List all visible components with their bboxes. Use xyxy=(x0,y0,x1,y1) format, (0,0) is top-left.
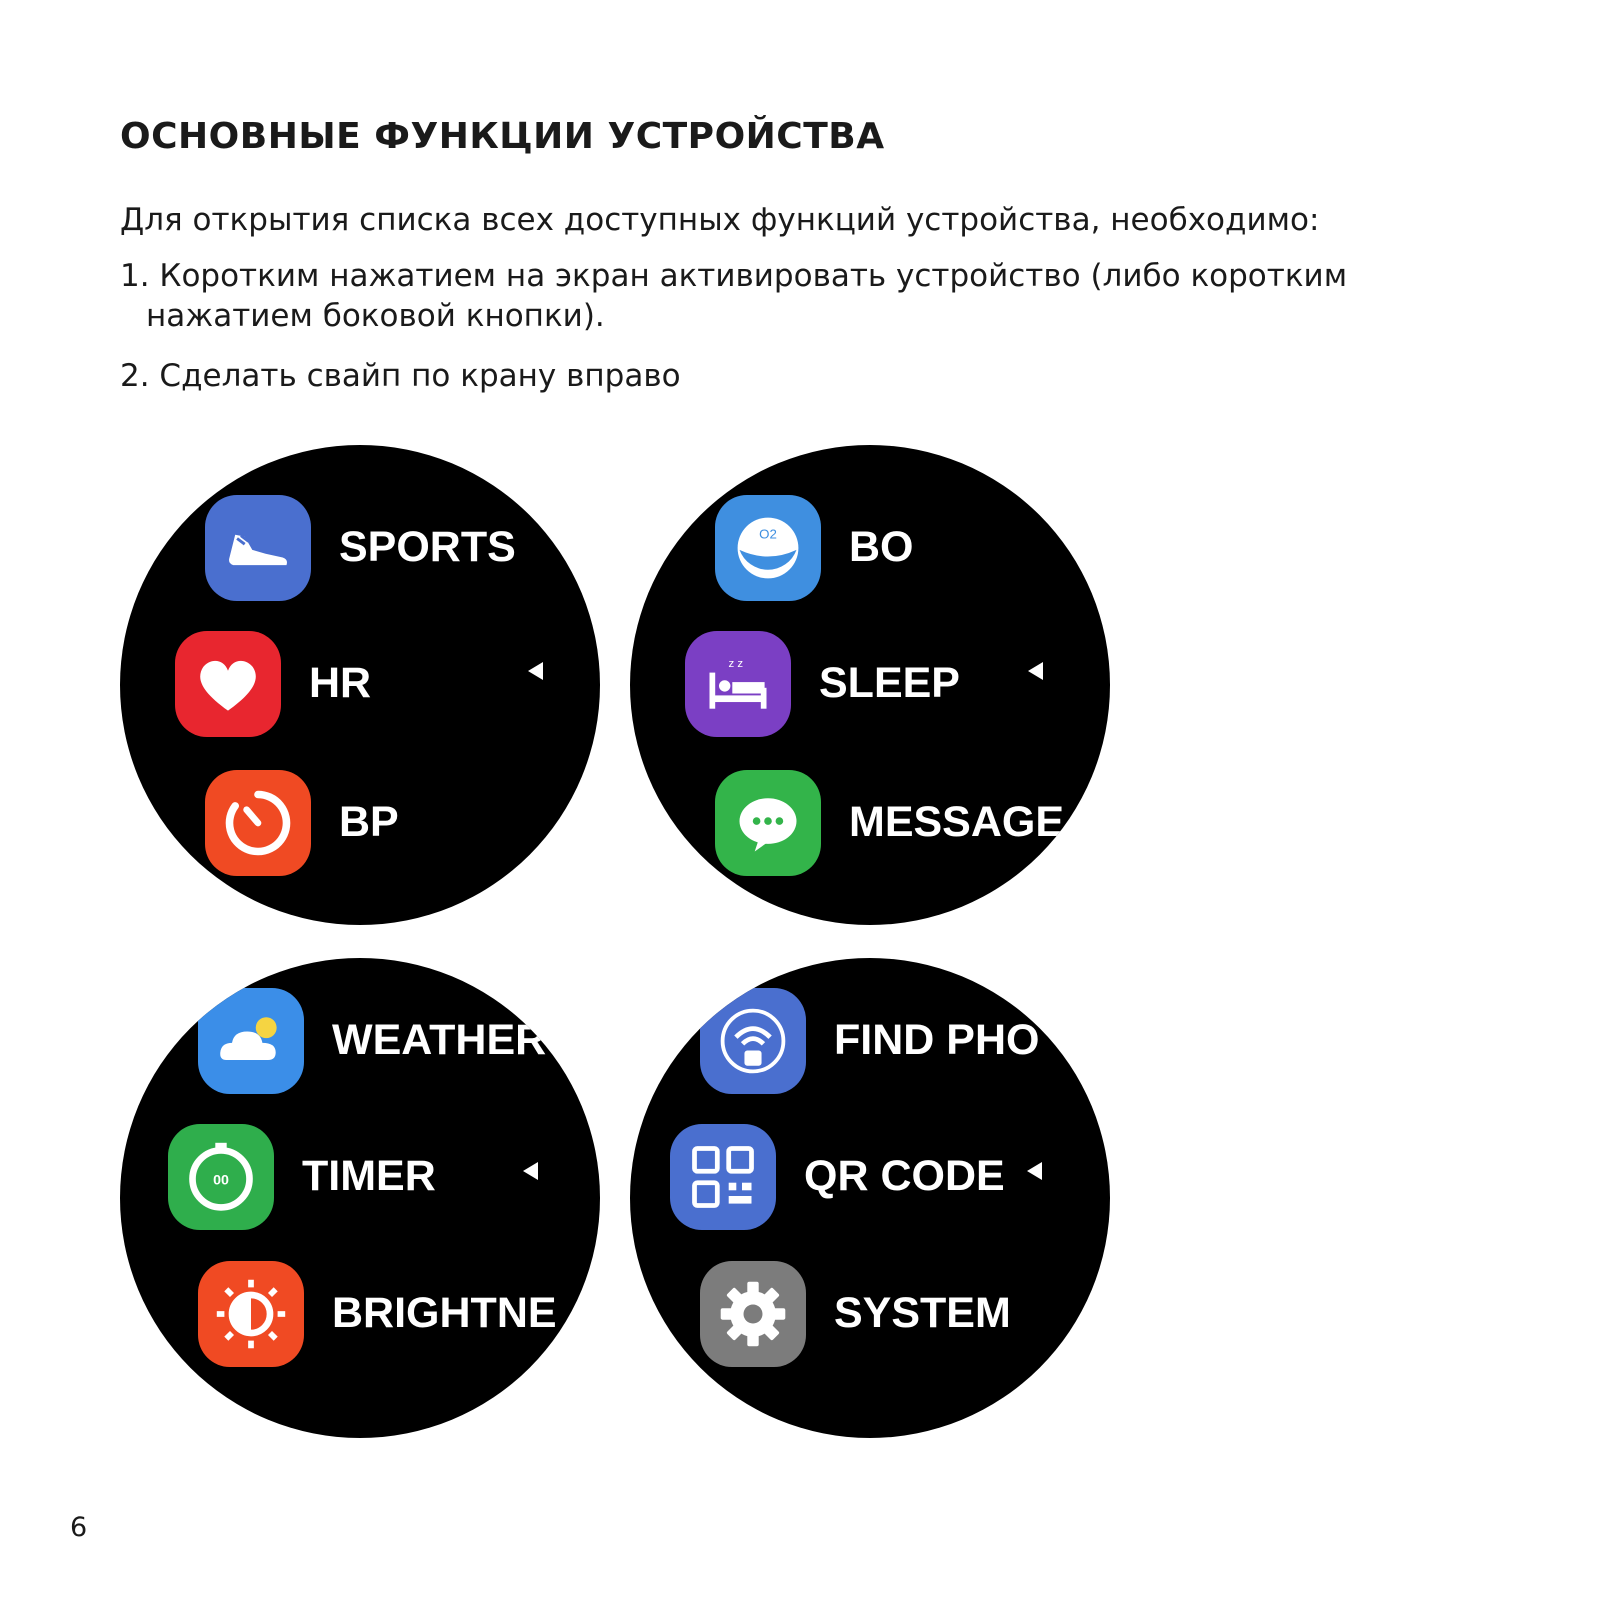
svg-text:00: 00 xyxy=(213,1172,229,1189)
page-number: 6 xyxy=(70,1512,88,1543)
step-2: 2. Сделать свайп по крану вправо xyxy=(120,358,681,394)
menu-item-label: BO xyxy=(849,523,914,571)
svg-text:z z: z z xyxy=(728,657,744,670)
selection-arrow-icon xyxy=(1027,1162,1042,1180)
selection-arrow-icon xyxy=(528,662,543,680)
watch-screen-2[interactable] xyxy=(630,445,1110,925)
intro-text: Для открытия списка всех доступных функций устройства, необходимо: xyxy=(120,202,1320,238)
menu-item-label: BRIGHTNE xyxy=(332,1289,557,1337)
stopwatch-icon xyxy=(168,1124,274,1230)
menu-item-label: MESSAGE xyxy=(849,798,1065,846)
bed-icon xyxy=(685,631,791,737)
gear-icon xyxy=(700,1261,806,1367)
selection-arrow-icon xyxy=(1028,662,1043,680)
heart-icon xyxy=(175,631,281,737)
menu-item-label: FIND PHO xyxy=(834,1016,1040,1064)
menu-item-label: SLEEP xyxy=(819,659,960,707)
watch-screen-4[interactable] xyxy=(630,958,1110,1438)
step-1 xyxy=(120,256,1480,336)
menu-item-label: TIMER xyxy=(302,1152,436,1200)
menu-item-label: SPORTS xyxy=(339,523,516,571)
menu-item-label: WEATHER xyxy=(332,1016,547,1064)
qr-code-icon xyxy=(670,1124,776,1230)
gauge-icon xyxy=(205,770,311,876)
chat-bubble-icon xyxy=(715,770,821,876)
oxygen-icon xyxy=(715,495,821,601)
selection-arrow-icon xyxy=(523,1162,538,1180)
sneaker-icon xyxy=(205,495,311,601)
watch-screen-3[interactable] xyxy=(120,958,600,1438)
watch-screen-1[interactable] xyxy=(120,445,600,925)
menu-item-label: QR CODE xyxy=(804,1152,1005,1200)
menu-item-label: HR xyxy=(309,659,372,707)
svg-text:O2: O2 xyxy=(759,526,777,542)
step-1-line-1: 1. Коротким нажатием на экран активировать устройство (либо коротким xyxy=(120,258,1348,294)
find-phone-icon xyxy=(700,988,806,1094)
cloud-sun-icon xyxy=(198,988,304,1094)
menu-item-label: SYSTEM xyxy=(834,1289,1011,1337)
brightness-icon xyxy=(198,1261,304,1367)
menu-item-label: BP xyxy=(339,798,399,846)
step-1-line-2: нажатием боковой кнопки). xyxy=(146,298,605,334)
page-title: ОСНОВНЫЕ ФУНКЦИИ УСТРОЙСТВА xyxy=(120,116,885,157)
